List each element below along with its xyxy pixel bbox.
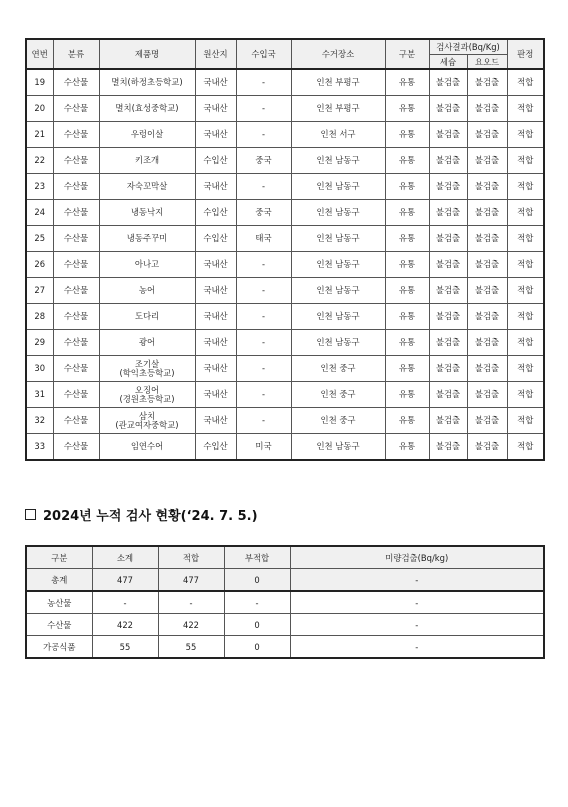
cell-cesium: 불검출 <box>429 174 467 200</box>
cell-cesium: 불검출 <box>429 148 467 174</box>
cell-import-country: - <box>236 356 291 382</box>
cell-judgement: 적합 <box>507 330 544 356</box>
header-judgement: 판정 <box>507 39 544 69</box>
cell-product: 냉동주꾸미 <box>99 226 195 252</box>
table-row <box>26 382 544 408</box>
cell-product: 도다리 <box>99 304 195 330</box>
cell-origin: 국내산 <box>195 304 236 330</box>
cell-import-country: 미국 <box>236 434 291 461</box>
cell-judgement: 적합 <box>507 122 544 148</box>
summary-header-trace: 미량검출(Bq/kg) <box>290 546 544 569</box>
cell-cesium: 불검출 <box>429 382 467 408</box>
cell-category: 수산물 <box>53 200 99 226</box>
cell-type: 유통 <box>385 174 429 200</box>
cell-type: 유통 <box>385 382 429 408</box>
cell-iodine: 불검출 <box>467 434 507 461</box>
table-row <box>26 408 544 434</box>
cell-judgement: 적합 <box>507 96 544 122</box>
cell-iodine: 불검출 <box>467 408 507 434</box>
header-category: 분류 <box>53 39 99 69</box>
summary-header-pass: 적합 <box>158 546 224 569</box>
cell-product-school: (학익초등학교) <box>119 367 175 378</box>
table-row <box>26 96 544 122</box>
cell-product-name: 조기살 <box>134 359 160 370</box>
cell-no: 20 <box>26 96 53 122</box>
table-row <box>26 434 544 461</box>
cell-import-country: - <box>236 252 291 278</box>
table-row <box>26 226 544 252</box>
cell-judgement: 적합 <box>507 434 544 461</box>
cell-cesium: 불검출 <box>429 122 467 148</box>
summary-row <box>26 591 544 614</box>
cell-type: 유통 <box>385 434 429 461</box>
cell-type: 유통 <box>385 226 429 252</box>
cell-category: 수산물 <box>53 278 99 304</box>
summary-row <box>26 636 544 659</box>
cell-iodine: 불검출 <box>467 174 507 200</box>
cell-type: 유통 <box>385 122 429 148</box>
summary-cell-subtotal: 55 <box>92 636 158 659</box>
cell-product: 임연수어 <box>99 434 195 461</box>
cell-no: 22 <box>26 148 53 174</box>
summary-cell-subtotal: - <box>92 591 158 614</box>
cell-type: 유통 <box>385 330 429 356</box>
cell-product-name: 삼치 <box>138 411 156 422</box>
checkbox-square-icon <box>25 509 36 520</box>
header-result: 검사결과(Bq/Kg) <box>429 39 507 55</box>
cell-cesium: 불검출 <box>429 69 467 96</box>
table-row <box>26 304 544 330</box>
cell-judgement: 적합 <box>507 278 544 304</box>
cell-location: 인천 남동구 <box>291 330 385 356</box>
cell-origin: 국내산 <box>195 408 236 434</box>
cell-product <box>99 408 195 434</box>
cell-judgement: 적합 <box>507 200 544 226</box>
summary-header-type: 구분 <box>26 546 92 569</box>
section-title <box>25 505 258 524</box>
cell-judgement: 적합 <box>507 252 544 278</box>
section-title-text: 2024년 누적 검사 현황(‘24. 7. 5.) <box>43 509 258 524</box>
cell-no: 21 <box>26 122 53 148</box>
summary-header-fail: 부적합 <box>224 546 290 569</box>
cell-location: 인천 남동구 <box>291 148 385 174</box>
cell-location: 인천 부평구 <box>291 96 385 122</box>
cell-iodine: 불검출 <box>467 278 507 304</box>
cell-product <box>99 382 195 408</box>
cell-location: 인천 중구 <box>291 356 385 382</box>
cell-origin: 국내산 <box>195 382 236 408</box>
cell-import-country: - <box>236 408 291 434</box>
cell-location: 인천 중구 <box>291 408 385 434</box>
cell-cesium: 불검출 <box>429 252 467 278</box>
summary-row <box>26 569 544 592</box>
cell-judgement: 적합 <box>507 304 544 330</box>
cell-iodine: 불검출 <box>467 69 507 96</box>
cell-product: 농어 <box>99 278 195 304</box>
header-no: 연번 <box>26 39 53 69</box>
summary-cell-pass: 55 <box>158 636 224 659</box>
cell-no: 31 <box>26 382 53 408</box>
cell-origin: 국내산 <box>195 96 236 122</box>
cell-iodine: 불검출 <box>467 330 507 356</box>
cell-product-school: (경원초등학교) <box>119 393 175 404</box>
cell-origin: 국내산 <box>195 252 236 278</box>
cell-import-country: - <box>236 69 291 96</box>
cell-cesium: 불검출 <box>429 278 467 304</box>
cell-category: 수산물 <box>53 122 99 148</box>
cell-cesium: 불검출 <box>429 330 467 356</box>
cell-type: 유통 <box>385 96 429 122</box>
cell-category: 수산물 <box>53 408 99 434</box>
cell-category: 수산물 <box>53 252 99 278</box>
cell-import-country: 중국 <box>236 148 291 174</box>
cell-iodine: 불검출 <box>467 96 507 122</box>
cell-type: 유통 <box>385 252 429 278</box>
cell-location: 인천 중구 <box>291 382 385 408</box>
cell-no: 24 <box>26 200 53 226</box>
cell-location: 인천 남동구 <box>291 200 385 226</box>
table-row <box>26 148 544 174</box>
cell-location: 인천 남동구 <box>291 174 385 200</box>
cell-no: 29 <box>26 330 53 356</box>
cumulative-summary-table <box>25 545 545 659</box>
cell-iodine: 불검출 <box>467 356 507 382</box>
cell-product: 멸치(효성중학교) <box>99 96 195 122</box>
table-row <box>26 252 544 278</box>
cell-no: 23 <box>26 174 53 200</box>
summary-row <box>26 614 544 636</box>
cell-location: 인천 남동구 <box>291 434 385 461</box>
header-location: 수거장소 <box>291 39 385 69</box>
cell-category: 수산물 <box>53 330 99 356</box>
summary-cell-type: 가공식품 <box>26 636 92 659</box>
cell-origin: 수입산 <box>195 434 236 461</box>
summary-cell-fail: - <box>224 591 290 614</box>
cell-iodine: 불검출 <box>467 382 507 408</box>
cell-no: 32 <box>26 408 53 434</box>
cell-product: 자숙꼬막살 <box>99 174 195 200</box>
cell-no: 30 <box>26 356 53 382</box>
cell-iodine: 불검출 <box>467 122 507 148</box>
cell-location: 인천 남동구 <box>291 278 385 304</box>
cell-type: 유통 <box>385 200 429 226</box>
cell-cesium: 불검출 <box>429 408 467 434</box>
cell-type: 유통 <box>385 278 429 304</box>
table-row <box>26 122 544 148</box>
table-row <box>26 278 544 304</box>
cell-category: 수산물 <box>53 69 99 96</box>
cell-judgement: 적합 <box>507 382 544 408</box>
summary-cell-pass: - <box>158 591 224 614</box>
cell-judgement: 적합 <box>507 69 544 96</box>
cell-no: 33 <box>26 434 53 461</box>
cell-iodine: 불검출 <box>467 148 507 174</box>
header-cesium: 세슘 <box>429 55 467 70</box>
cell-type: 유통 <box>385 408 429 434</box>
cell-import-country: - <box>236 278 291 304</box>
cell-product: 냉동낙지 <box>99 200 195 226</box>
summary-cell-type: 농산물 <box>26 591 92 614</box>
cell-category: 수산물 <box>53 304 99 330</box>
cell-product: 광어 <box>99 330 195 356</box>
cell-type: 유통 <box>385 69 429 96</box>
cell-no: 19 <box>26 69 53 96</box>
cell-import-country: - <box>236 122 291 148</box>
table-row <box>26 69 544 96</box>
cell-product: 아나고 <box>99 252 195 278</box>
header-product: 제품명 <box>99 39 195 69</box>
cell-origin: 국내산 <box>195 278 236 304</box>
cell-iodine: 불검출 <box>467 226 507 252</box>
cell-no: 26 <box>26 252 53 278</box>
cell-type: 유통 <box>385 356 429 382</box>
cell-judgement: 적합 <box>507 226 544 252</box>
cell-location: 인천 남동구 <box>291 226 385 252</box>
table-row <box>26 356 544 382</box>
summary-cell-subtotal: 477 <box>92 569 158 592</box>
cell-no: 25 <box>26 226 53 252</box>
cell-origin: 수입산 <box>195 148 236 174</box>
summary-cell-fail: 0 <box>224 636 290 659</box>
cell-category: 수산물 <box>53 148 99 174</box>
cell-product-school: (관교여자중학교) <box>115 419 179 430</box>
cell-judgement: 적합 <box>507 148 544 174</box>
table-row <box>26 330 544 356</box>
cell-product: 우렁이살 <box>99 122 195 148</box>
table-row <box>26 174 544 200</box>
cell-origin: 국내산 <box>195 122 236 148</box>
cell-iodine: 불검출 <box>467 304 507 330</box>
cell-cesium: 불검출 <box>429 200 467 226</box>
summary-cell-type: 수산물 <box>26 614 92 636</box>
cell-category: 수산물 <box>53 356 99 382</box>
cell-judgement: 적합 <box>507 356 544 382</box>
cell-category: 수산물 <box>53 96 99 122</box>
cell-iodine: 불검출 <box>467 200 507 226</box>
cell-import-country: - <box>236 96 291 122</box>
cell-location: 인천 남동구 <box>291 304 385 330</box>
cell-import-country: - <box>236 330 291 356</box>
header-import-country: 수입국 <box>236 39 291 69</box>
summary-cell-trace: - <box>290 591 544 614</box>
cell-import-country: 태국 <box>236 226 291 252</box>
cell-judgement: 적합 <box>507 174 544 200</box>
cell-import-country: - <box>236 304 291 330</box>
summary-cell-fail: 0 <box>224 569 290 592</box>
cell-import-country: - <box>236 174 291 200</box>
cell-iodine: 불검출 <box>467 252 507 278</box>
cell-category: 수산물 <box>53 226 99 252</box>
summary-cell-pass: 422 <box>158 614 224 636</box>
summary-cell-fail: 0 <box>224 614 290 636</box>
cell-category: 수산물 <box>53 174 99 200</box>
cell-cesium: 불검출 <box>429 434 467 461</box>
cell-category: 수산물 <box>53 382 99 408</box>
table-row <box>26 200 544 226</box>
cell-type: 유통 <box>385 148 429 174</box>
summary-cell-trace: - <box>290 636 544 659</box>
cell-origin: 국내산 <box>195 69 236 96</box>
cell-location: 인천 서구 <box>291 122 385 148</box>
summary-cell-subtotal: 422 <box>92 614 158 636</box>
cell-judgement: 적합 <box>507 408 544 434</box>
cell-origin: 국내산 <box>195 356 236 382</box>
inspection-results-table <box>25 38 545 461</box>
cell-origin: 수입산 <box>195 226 236 252</box>
summary-cell-pass: 477 <box>158 569 224 592</box>
cell-import-country: 중국 <box>236 200 291 226</box>
cell-cesium: 불검출 <box>429 356 467 382</box>
cell-product-name: 오징어 <box>134 385 160 396</box>
summary-header-subtotal: 소계 <box>92 546 158 569</box>
cell-no: 27 <box>26 278 53 304</box>
cell-product <box>99 356 195 382</box>
header-origin: 원산지 <box>195 39 236 69</box>
cell-origin: 국내산 <box>195 174 236 200</box>
cell-origin: 수입산 <box>195 200 236 226</box>
cell-product: 멸치(하정초등학교) <box>99 69 195 96</box>
cell-cesium: 불검출 <box>429 304 467 330</box>
cell-category: 수산물 <box>53 434 99 461</box>
summary-cell-trace: - <box>290 614 544 636</box>
cell-cesium: 불검출 <box>429 226 467 252</box>
header-type: 구분 <box>385 39 429 69</box>
cell-location: 인천 부평구 <box>291 69 385 96</box>
header-iodine: 요오드 <box>467 55 507 70</box>
cell-product: 키조개 <box>99 148 195 174</box>
cell-cesium: 불검출 <box>429 96 467 122</box>
cell-location: 인천 남동구 <box>291 252 385 278</box>
cell-origin: 국내산 <box>195 330 236 356</box>
summary-cell-trace: - <box>290 569 544 592</box>
summary-cell-type: 총계 <box>26 569 92 592</box>
cell-no: 28 <box>26 304 53 330</box>
cell-import-country: - <box>236 382 291 408</box>
cell-type: 유통 <box>385 304 429 330</box>
